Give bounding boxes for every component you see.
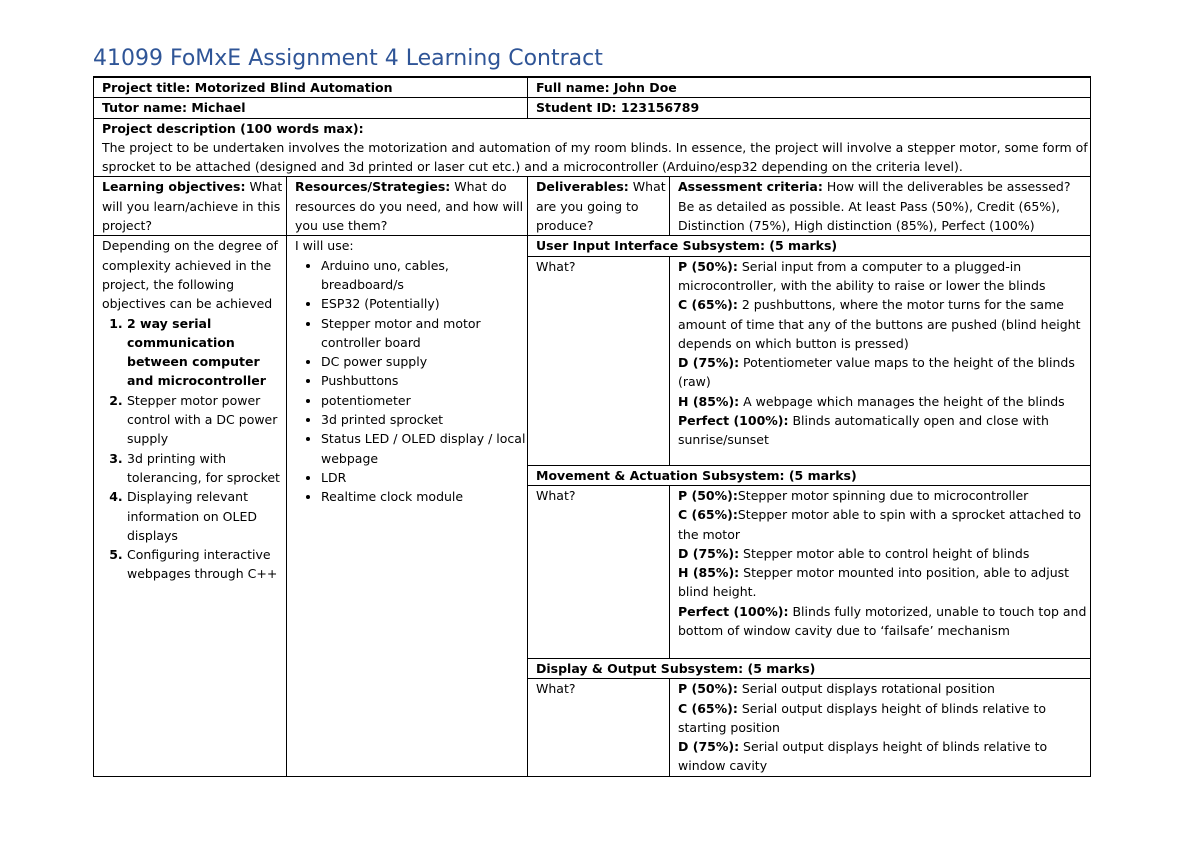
criterion-text: Serial input from a computer to a plugged-in microcontroller, with the ability to raise or lower the blinds xyxy=(678,258,1046,293)
subsystem-heading: Movement & Actuation Subsystem: (5 marks) xyxy=(528,465,1091,485)
resource-item: • 3d printed sprocket xyxy=(321,410,527,429)
description-text: The project to be undertaken involves the motorization and automation of my room blinds. In essence, the project will involve a stepper motor, some form of sprocket to be attached (designed and 3d printed or laser cut etc.) and a microcontroller (Arduino/esp32 depending on the criteria level). xyxy=(102,139,1088,175)
learning-objectives-prompt: What will you learn/achieve in this project? xyxy=(102,179,283,234)
criterion xyxy=(678,257,1090,296)
full-name-cell xyxy=(528,77,1091,98)
deliverable-what: What? xyxy=(528,256,670,465)
objective-item xyxy=(127,314,286,391)
description-cell xyxy=(94,118,1091,177)
resource-item: • DC power supply xyxy=(321,352,527,371)
objective-text: Configuring interactive webpages through C++ xyxy=(127,547,278,582)
objective-item xyxy=(127,391,286,449)
criterion-grade: H (85%): xyxy=(678,393,740,409)
criterion-text: Potentiometer value maps to the height of the blinds (raw) xyxy=(678,355,1075,390)
document-title: 41099 FoMxE Assignment 4 Learning Contract xyxy=(93,46,603,71)
assessment-header xyxy=(670,177,1091,236)
full-name: Full name: John Doe xyxy=(536,80,677,95)
criterion-text: Stepper motor able to spin with a sprocket attached to the motor xyxy=(678,507,1082,542)
criterion-grade: P (50%): xyxy=(678,487,738,503)
criterion xyxy=(678,679,1090,698)
objectives-list xyxy=(102,314,286,584)
tutor-name: Tutor name: Michael xyxy=(102,100,246,116)
criterion-grade: Perfect (100%): xyxy=(678,413,789,429)
criterion-grade: P (50%): xyxy=(678,681,738,697)
criterion xyxy=(678,699,1090,738)
resources-prompt: What do resources do you need, and how will you use them? xyxy=(295,179,524,234)
criterion xyxy=(678,353,1090,392)
criterion-grade: C (65%): xyxy=(678,297,738,313)
criterion-text: Stepper motor able to control height of blinds xyxy=(739,545,1030,561)
learning-objectives-header xyxy=(94,177,287,236)
subsystem-heading: Display & Output Subsystem: (5 marks) xyxy=(528,658,1091,678)
criterion xyxy=(678,486,1090,505)
objective-item xyxy=(127,449,286,488)
student-id-cell xyxy=(528,98,1091,118)
criterion-grade: C (65%): xyxy=(678,507,738,523)
resource-item: • Pushbuttons xyxy=(321,371,527,390)
project-title-cell xyxy=(94,77,528,98)
column-header-row xyxy=(94,177,1091,236)
criterion-grade: P (50%): xyxy=(678,258,738,274)
description-label: Project description (100 words max): xyxy=(102,120,364,136)
criterion xyxy=(678,505,1090,544)
assessment-prompt: How will the deliverables be assessed? Be as detailed as possible. At least Pass (50%), Credit (65%), Distinction (75%), High distinction (85%), Perfect (100%) xyxy=(678,179,1071,234)
student-id: Student ID: 123156789 xyxy=(536,100,700,116)
criterion-text: 2 pushbuttons, where the motor turns for the same amount of time that any of the buttons are pushed (blind height depends on which button is pressed) xyxy=(678,297,1081,351)
resource-item: • Status LED / OLED display / local webpage xyxy=(321,429,527,468)
header-row-1 xyxy=(94,77,1091,98)
subsystem-heading: User Input Interface Subsystem: (5 marks) xyxy=(528,236,1091,256)
resource-item: • ESP32 (Potentially) xyxy=(321,294,527,313)
objective-text: 3d printing with tolerancing, for sprocket xyxy=(127,450,280,485)
resource-item: • Arduino uno, cables, breadboard/s xyxy=(321,256,527,295)
criteria-cell xyxy=(670,256,1091,465)
criterion-text: Stepper motor mounted into position, able to adjust blind height. xyxy=(678,565,1070,600)
deliverable-what: What? xyxy=(528,679,670,776)
criterion xyxy=(678,563,1090,602)
criterion-grade: D (75%): xyxy=(678,545,740,561)
criterion xyxy=(678,544,1090,563)
criterion xyxy=(678,392,1090,411)
resources-list xyxy=(295,256,527,507)
subsystem-1-heading-row xyxy=(94,236,1091,256)
criteria-cell xyxy=(670,679,1091,776)
objective-text: Displaying relevant information on OLED displays xyxy=(127,489,257,543)
resources-intro: I will use: xyxy=(295,238,354,254)
description-row xyxy=(94,118,1091,177)
criterion-grade: H (85%): xyxy=(678,565,740,581)
resources-cell xyxy=(287,236,528,776)
criterion-text: Serial output displays height of blinds relative to window cavity xyxy=(678,739,1048,774)
criterion-grade: C (65%): xyxy=(678,700,738,716)
objectives-intro: Depending on the degree of complexity achieved in the project, the following objectives can be achieved xyxy=(102,238,278,312)
criterion-text: Blinds fully motorized, unable to touch top and bottom of window cavity due to ‘failsafe’ mechanism xyxy=(678,603,1087,639)
criterion-text: Blinds automatically open and close with sunrise/sunset xyxy=(678,413,1049,448)
resource-item: • Realtime clock module xyxy=(321,487,527,506)
objectives-cell xyxy=(94,236,287,776)
criterion xyxy=(678,411,1090,450)
header-row-2 xyxy=(94,98,1091,118)
resource-item: • potentiometer xyxy=(321,391,527,410)
criterion-text: Serial output displays rotational position xyxy=(737,681,995,697)
objective-text: 2 way serial communication between computer and microcontroller xyxy=(127,315,266,389)
project-title: Project title: Motorized Blind Automation xyxy=(102,80,393,95)
criterion-text: Serial output displays height of blinds relative to starting position xyxy=(678,700,1046,735)
criterion xyxy=(678,602,1090,641)
criterion-grade: Perfect (100%): xyxy=(678,603,789,619)
criterion xyxy=(678,737,1090,776)
learning-contract-table xyxy=(93,76,1091,777)
deliverables-label: Deliverables: xyxy=(536,179,629,195)
tutor-name-cell xyxy=(94,98,528,118)
resources-label: Resources/Strategies: xyxy=(295,179,451,195)
objective-item xyxy=(127,545,286,584)
criterion-text: A webpage which manages the height of the blinds xyxy=(739,393,1065,409)
criterion xyxy=(678,295,1090,353)
deliverables-prompt: What are you going to produce? xyxy=(536,179,666,234)
deliverables-header xyxy=(528,177,670,236)
deliverable-what: What? xyxy=(528,485,670,658)
criterion-text: Stepper motor spinning due to microcontroller xyxy=(737,487,1029,503)
resource-item: • Stepper motor and motor controller board xyxy=(321,314,527,353)
criteria-cell xyxy=(670,485,1091,658)
learning-objectives-label: Learning objectives: xyxy=(102,179,246,195)
assessment-label: Assessment criteria: xyxy=(678,179,823,195)
resources-header xyxy=(287,177,528,236)
criterion-grade: D (75%): xyxy=(678,739,740,755)
resource-item: • LDR xyxy=(321,468,527,487)
objective-item xyxy=(127,487,286,545)
objective-text: Stepper motor power control with a DC power supply xyxy=(127,392,278,447)
criterion-grade: D (75%): xyxy=(678,355,740,371)
